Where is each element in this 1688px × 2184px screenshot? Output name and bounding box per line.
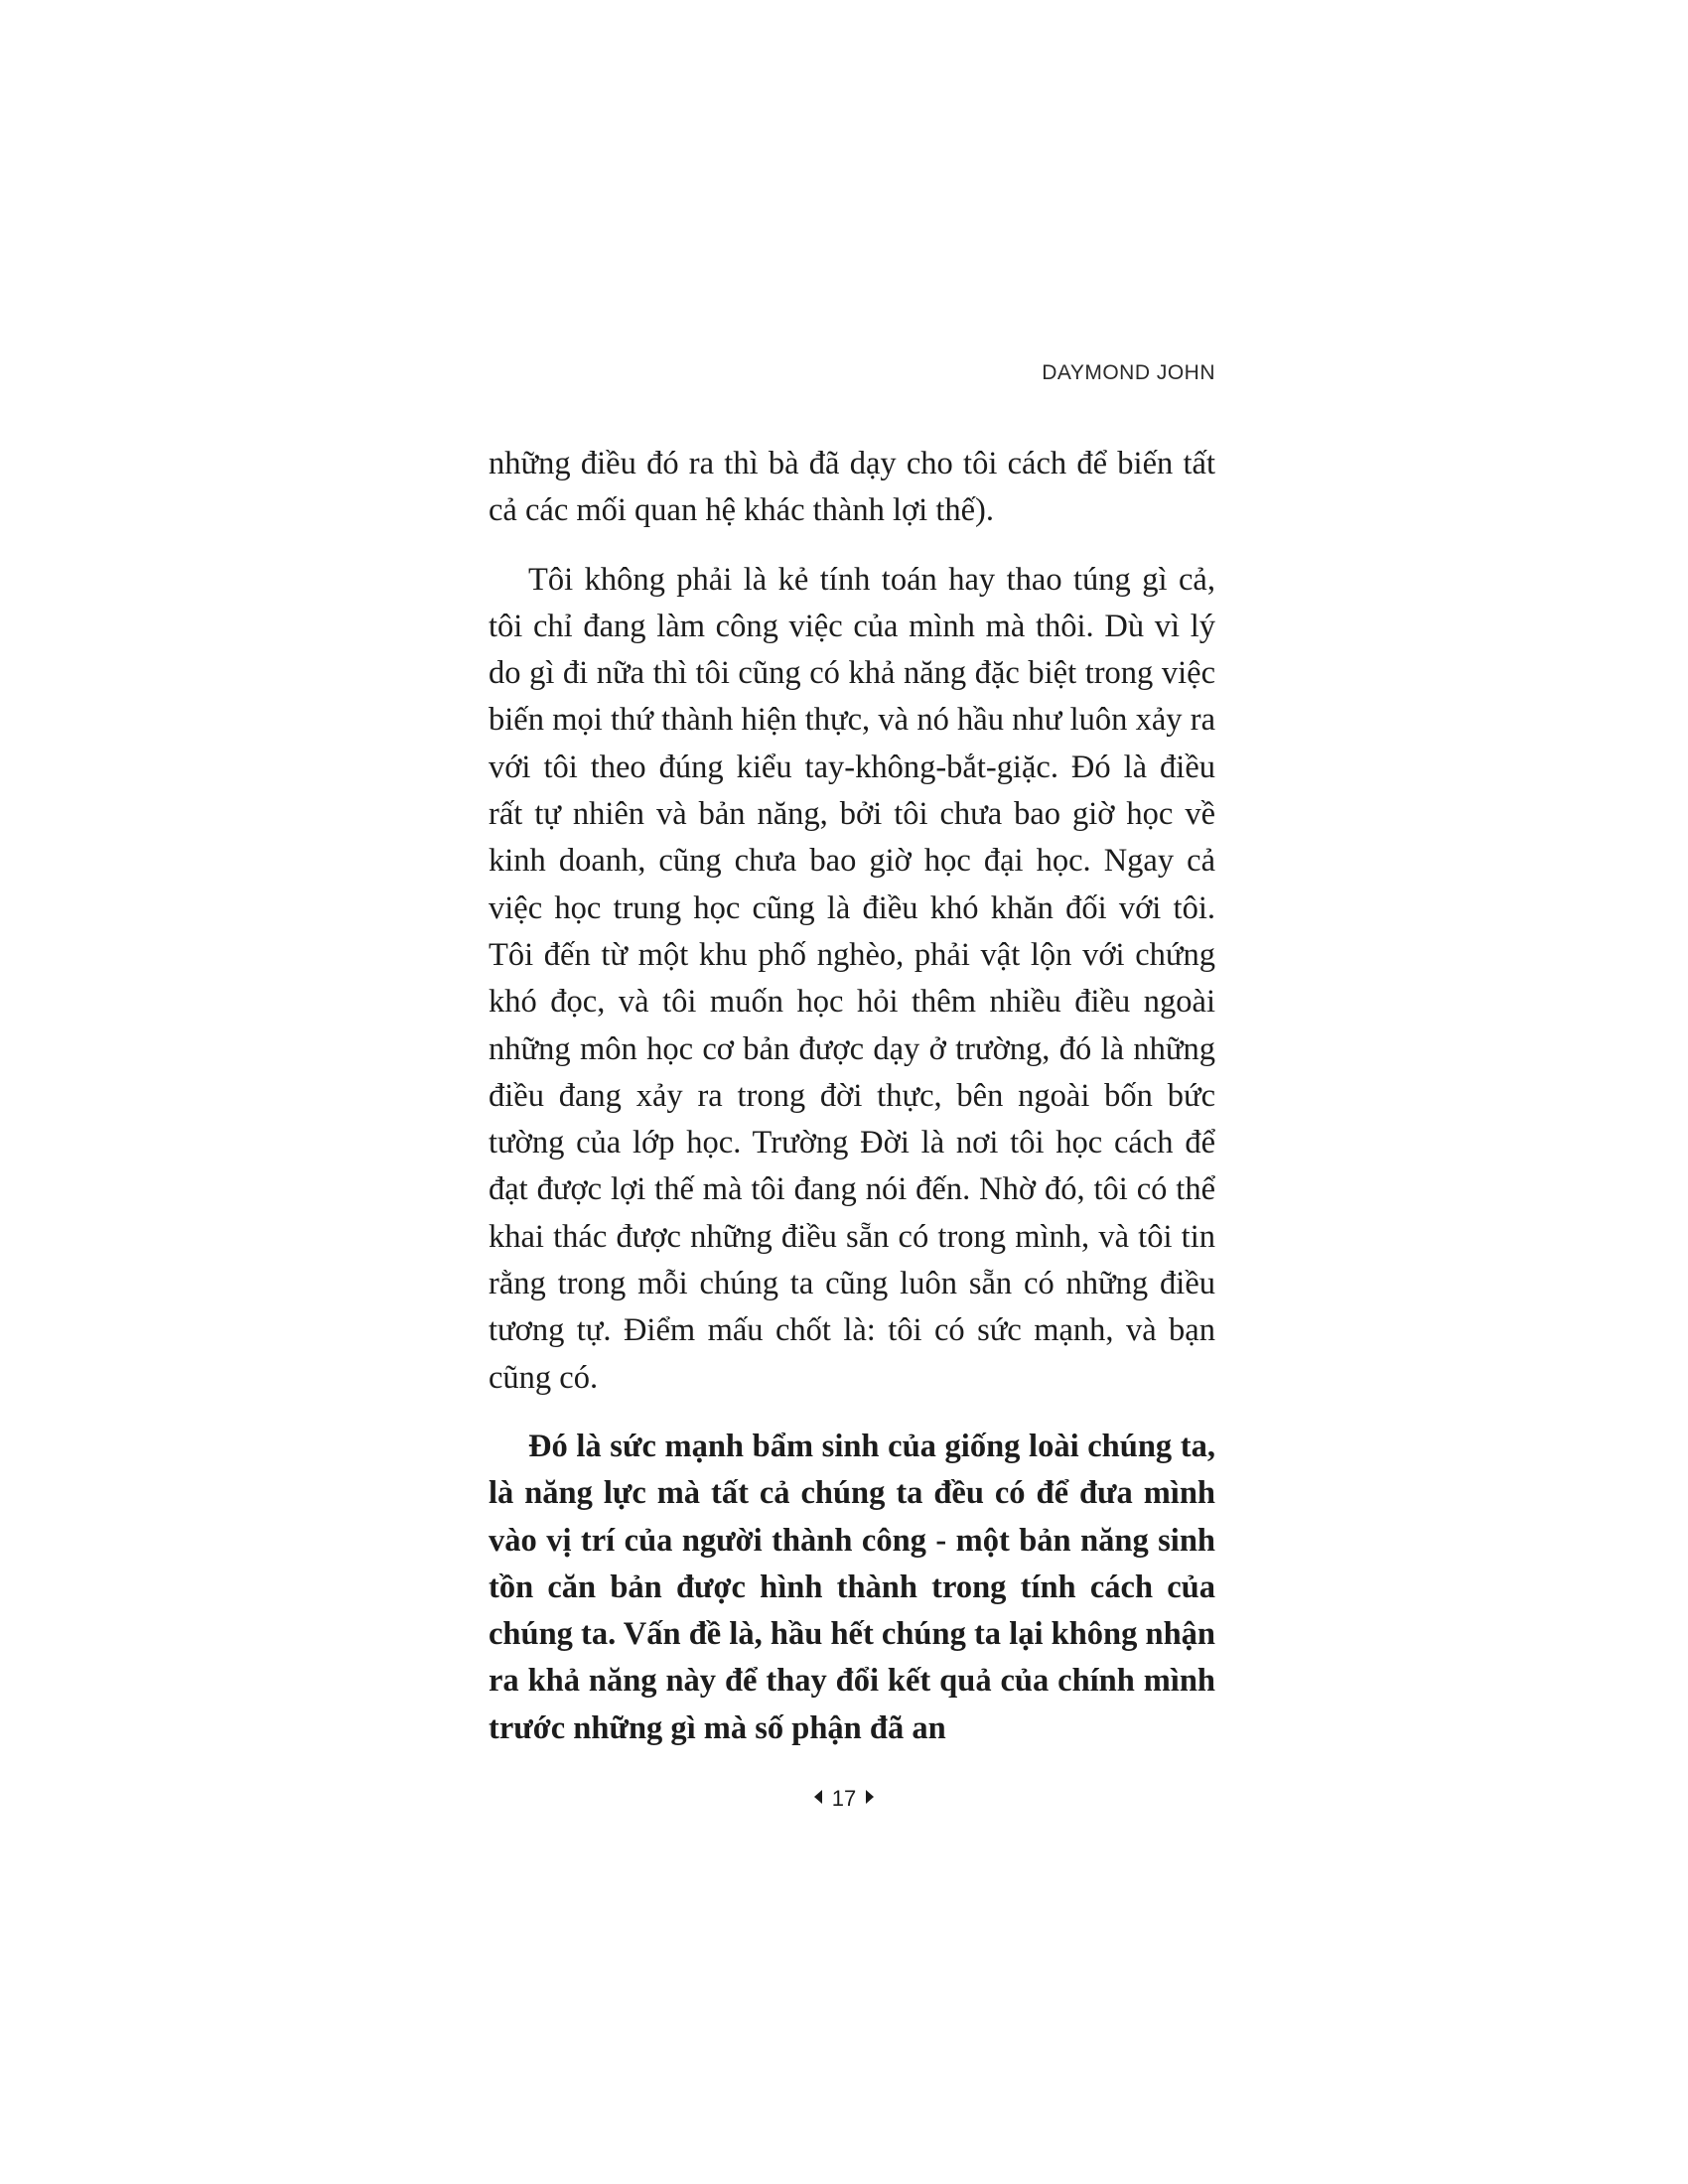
- running-header: DAYMOND JOHN: [1042, 361, 1215, 384]
- paragraph-continued: những điều đó ra thì bà đã dạy cho tôi cách để biến tất cả các mối quan hệ khác thành lợi thế).: [489, 446, 1215, 529]
- page-number: 17: [831, 1786, 857, 1812]
- body-text: [489, 441, 1215, 1752]
- triangle-right-icon: [866, 1790, 874, 1804]
- triangle-left-icon: [814, 1790, 822, 1804]
- paragraph: Tôi không phải là kẻ tính toán hay thao túng gì cả, tôi chỉ đang làm công việc của mình mà thôi. Dù vì lý do gì đi nữa thì tôi cũng có khả năng đặc biệt trong việc biến mọi thứ thành hiện thực, và nó hầu như luôn xảy ra với tôi theo đúng kiểu tay-không-bắt-giặc. Đó là điều rất tự nhiên và bản năng, bởi tôi chưa bao giờ học về kinh doanh, cũng chưa bao giờ học đại học. Ngay cả việc học trung học cũng là điều khó khăn đối với tôi. Tôi đến từ một khu phố nghèo, phải vật lộn với chứng khó đọc, và tôi muốn học hỏi thêm nhiều điều ngoài những môn học cơ bản được dạy ở trường, đó là những điều đang xảy ra trong đời thực, bên ngoài bốn bức tường của lớp học. Trường Đời là nơi tôi học cách để đạt được lợi thế mà tôi đang nói đến. Nhờ đó, tôi có thể khai thác được những điều sẵn có trong mình, và tôi tin rằng trong mỗi chúng ta cũng luôn sẵn có những điều tương tự. Điểm mấu chốt là: tôi có sức mạnh, và bạn cũng có.: [489, 561, 1215, 1396]
- paragraph-bold: Đó là sức mạnh bẩm sinh của giống loài chúng ta, là năng lực mà tất cả chúng ta đều có để đưa mình vào vị trí của người thành công - một bản năng sinh tồn căn bản được hình thành trong tính cách của chúng ta. Vấn đề là, hầu hết chúng ta lại không nhận ra khả năng này để thay đổi kết quả của chính mình trước những gì mà số phận đã an: [489, 1428, 1215, 1746]
- page-number-footer: [0, 1783, 1688, 1814]
